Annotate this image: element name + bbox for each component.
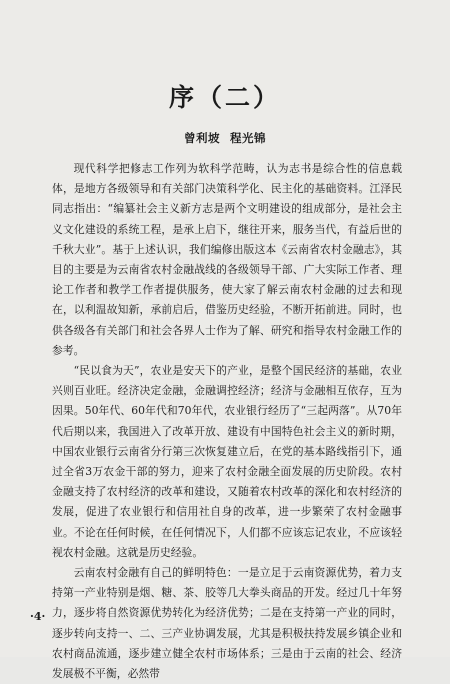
author-name: 程光锦 <box>230 131 266 145</box>
author-line <box>0 130 450 146</box>
page-title: 序（二） <box>168 83 281 112</box>
paragraph: 云南农村金融有自己的鲜明特色：一是立足于云南资源优势，着力支持第一产业特别是烟、糖、茶、胶等几大拳头商品的开发。经过几十年努力，逐步将自然资源优势转化为经济优势；二是在支持第一产业的同时，逐步转向支持一、二、三产业协调发展，尤其是积极扶持发展乡镇企业和农村商品流通，逐步建立健全农村市场体系；三是由于云南的社会、经济发展极不平衡，必然带 <box>52 566 402 681</box>
author-name: 曾利坡 <box>184 131 220 145</box>
body-text <box>52 159 402 684</box>
paragraph: “民以食为天”，农业是安天下的产业，是整个国民经济的基础，农业兴则百业旺。经济决定金融，金融调控经济；经济与金融相互依存，互为因果。50年代、60年代和70年代，农业银行经历了“三起两落”。从70年代后期以来，我国进入了改革开放、建设有中国特色社会主义的新时期，中国农业银行云南省分行第三次恢复建立后，在党的基本路线指引下，通过全省3万农金干部的努力，迎来了农村金融全面发展的历史阶段。农村金融支持了农村经济的改革和建设，又随着农村改革的深化和农村经济的发展，促进了农业银行和信用社自身的改革，进一步繁荣了农村金融事业。不论在任何时候，在任何情况下，人们都不应该忘记农业，不应该轻视农村金融。这就是历史经验。 <box>52 364 402 559</box>
page-number: ·4· <box>30 610 46 623</box>
paragraph: 现代科学把修志工作列为软科学范畴，认为志书是综合性的信息载体，是地方各级领导和有关部门决策科学化、民主化的基础资料。江泽民同志指出：“编纂社会主义新方志是两个文明建设的组成部分，是社会主义文化建设的系统工程，是承上启下，继往开来，服务当代，有益后世的千秋大业”。基于上述认识，我们编修出版这本《云南省农村金融志》，其目的主要是为云南省农村金融战线的各级领导干部、广大实际工作者、理论工作者和教学工作者提供服务，使大家了解云南农村金融的过去和现在，以利温故知新，承前启后，借鉴历史经验，不断开拓前进。同时，也供各级各有关部门和社会各界人士作为了解、研究和指导农村金融工作的参考。 <box>52 162 402 357</box>
